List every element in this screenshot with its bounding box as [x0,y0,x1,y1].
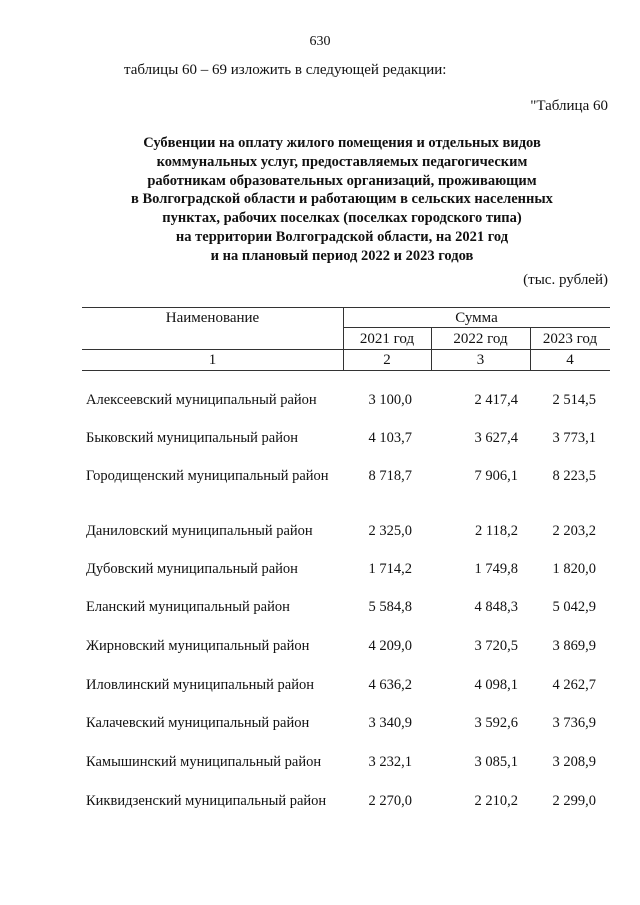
value-2023: 3 773,1 [552,430,596,446]
value-2021: 4 636,2 [368,677,412,693]
value-2021: 8 718,7 [368,468,412,484]
column-number: 1 [208,352,217,368]
value-2021: 5 584,8 [368,599,412,615]
value-2021: 3 340,9 [368,715,412,731]
value-2021: 4 209,0 [368,638,412,654]
row-name: Быковский муниципальный район [86,430,298,446]
header-name: Наименование [165,310,260,326]
title-line: в Волгоградской области и работающим в сельских населенных [131,191,553,208]
row-name: Жирновский муниципальный район [86,638,310,654]
units-label: (тыс. рублей) [523,272,608,288]
value-2021: 3 232,1 [368,754,412,770]
title-line: на территории Волгоградской области, на 2021 год [175,228,509,245]
row-name: Еланский муниципальный район [86,599,290,615]
value-2022: 4 848,3 [474,599,518,615]
title-line: пунктах, рабочих поселках (поселках городского типа) [162,210,522,227]
column-number: 2 [383,352,391,368]
row-name: Алексеевский муниципальный район [86,392,317,408]
row-name: Даниловский муниципальный район [86,523,313,539]
table-label: "Таблица 60 [530,98,608,114]
header-sum: Сумма [455,310,498,326]
value-2022: 3 627,4 [474,430,518,446]
value-2022: 2 417,4 [474,392,518,408]
row-name: Иловлинский муниципальный район [86,677,314,693]
title-line: Субвенции на оплату жилого помещения и отдельных видов [143,135,541,151]
value-2022: 3 720,5 [474,638,518,654]
value-2022: 1 749,8 [474,561,518,577]
value-2022: 3 085,1 [474,754,518,770]
title-line: и на плановый период 2022 и 2023 годов [210,247,474,264]
row-name: Дубовский муниципальный район [86,561,298,577]
page-number: 630 [309,34,331,49]
sum-under-rule [343,327,610,328]
title-line: работникам образовательных организаций, проживающим [147,172,537,189]
intro-text: таблицы 60 – 69 изложить в следующей редакции: [124,62,447,78]
value-2023: 3 208,9 [552,754,596,770]
value-2022: 2 118,2 [475,523,518,539]
value-2023: 3 736,9 [552,715,596,731]
value-2023: 2 203,2 [552,523,596,539]
row-name: Камышинский муниципальный район [86,754,322,770]
table-top-rule [82,307,610,308]
title-line: коммунальных услуг, предоставляемых педагогическим [156,153,528,170]
value-2023: 2 299,0 [552,793,596,809]
header-year-2022: 2022 год [453,331,508,347]
value-2021: 4 103,7 [368,430,412,446]
header-year-2023: 2023 год [542,331,598,347]
value-2022: 7 906,1 [474,468,518,484]
table-title [82,134,602,266]
value-2021: 2 270,0 [368,793,412,809]
value-2022: 4 098,1 [474,677,518,693]
value-2023: 5 042,9 [552,599,596,615]
value-2021: 1 714,2 [368,561,412,577]
column-number: 3 [476,352,485,368]
value-2021: 3 100,0 [368,392,412,408]
value-2021: 2 325,0 [368,523,412,539]
value-2023: 1 820,0 [552,561,596,577]
row-name: Киквидзенский муниципальный район [86,793,327,809]
header-year-2021: 2021 год [359,331,415,347]
value-2023: 2 514,5 [552,392,596,408]
value-2022: 2 210,2 [474,793,518,809]
row-name: Городищенский муниципальный район [86,468,329,484]
value-2022: 3 592,6 [474,715,518,731]
row-name: Калачевский муниципальный район [86,715,310,731]
numbers-under-rule [82,370,610,371]
value-2023: 8 223,5 [552,468,596,484]
value-2023: 3 869,9 [552,638,596,654]
column-number: 4 [566,352,574,368]
value-2023: 4 262,7 [552,677,596,693]
